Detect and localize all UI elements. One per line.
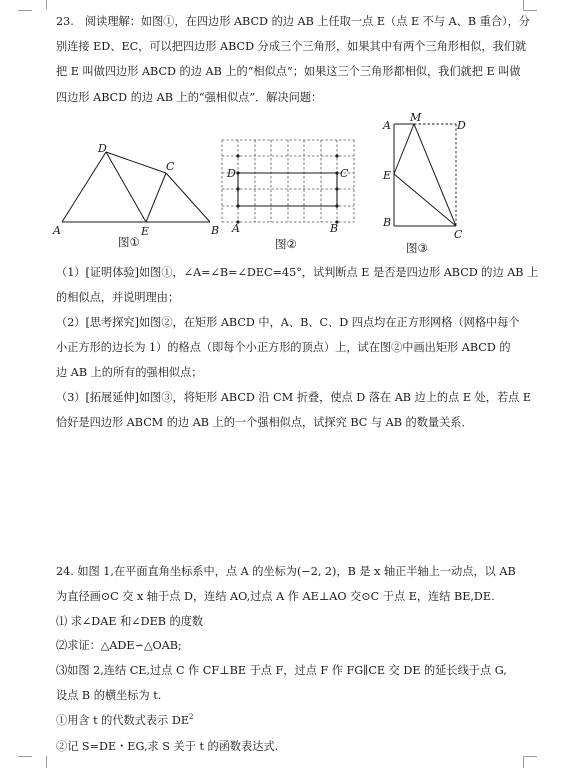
fig1-segment-dc bbox=[106, 152, 166, 173]
figure-3 bbox=[378, 110, 488, 256]
crop-mark-bottom-left-h bbox=[18, 756, 32, 757]
fig1-label-c: C bbox=[166, 160, 175, 173]
q23-part2-line-1: （2）[思考探究]如图②，在矩形 ABCD 中，A、B、C、D 四点均在正方形网格（网格中每个 bbox=[56, 316, 520, 329]
fig3-label-b: B bbox=[383, 216, 392, 229]
crop-mark-top-left-h bbox=[18, 10, 32, 11]
fig3-caption: 图③ bbox=[406, 241, 428, 255]
crop-mark-top-right bbox=[523, 0, 538, 9]
fig1-caption: 图① bbox=[118, 235, 140, 249]
fig3-segment-mc bbox=[414, 124, 456, 226]
q24-line-1: 24. 如图 1,在平面直角坐标系中，点 A 的坐标为(−2, 2)，B 是 x 轴正半轴上一动点，以 AB bbox=[56, 565, 516, 578]
q23-part1-line-1: （1）[证明体验]如图①，∠A=∠B=∠DEC=45°，试判断点 E 是否是四边形 ABCD 的边 AB 上 bbox=[56, 266, 539, 279]
fig2-grid bbox=[222, 140, 354, 222]
fig2-label-d: D bbox=[227, 167, 236, 180]
q23-line-2: 别连接 ED、EC，可以把四边形 ABCD 分成三个三角形，如果其中有两个三角形相似，我们就 bbox=[56, 40, 527, 53]
q24-item-1-text: ①用含 t 的代数式表示 DE bbox=[56, 714, 189, 727]
q24-line-2: 为直径画⊙C 交 x 轴于点 D，连结 AO,过点 A 作 AE⊥AO 交⊙C 于点 E，连结 BE,DE. bbox=[56, 590, 495, 603]
fig1-label-b: B bbox=[211, 224, 220, 237]
crop-mark-bottom-right-h bbox=[523, 756, 537, 757]
q24-sub-3-cont: 设点 B 的横坐标为 t. bbox=[56, 689, 162, 702]
fig3-label-c: C bbox=[454, 228, 463, 241]
fig1-segment-de bbox=[106, 152, 146, 222]
crop-mark-top-right-h bbox=[523, 10, 537, 11]
q23-part3-line-1: （3）[拓展延伸]如图③，将矩形 ABCD 沿 CM 折叠，使点 D 落在 AB 边上的点 E 处，若点 E bbox=[56, 391, 532, 404]
fig2-rectangle-abcd bbox=[238, 173, 337, 206]
crop-mark-bottom-right bbox=[523, 756, 538, 768]
fig1-label-e: E bbox=[141, 225, 150, 238]
fig2-label-b: B bbox=[330, 222, 339, 235]
fig1-label-d: D bbox=[98, 142, 107, 155]
fig1-segment-ec bbox=[146, 173, 166, 222]
q24-sub-1: ⑴ 求∠DAE 和∠DEB 的度数 bbox=[56, 615, 204, 628]
crop-mark-top-left bbox=[32, 0, 47, 9]
fig2-label-c: C bbox=[340, 167, 349, 180]
figure-1 bbox=[50, 140, 230, 260]
q24-sub-3: ⑶如图 2,连结 CE,过点 C 作 CF⊥BE 于点 F，过点 F 作 FG∥CE 交 DE 的延长线于点 G, bbox=[56, 664, 507, 677]
fig1-label-a: A bbox=[53, 224, 61, 237]
fig3-segment-ec bbox=[394, 174, 456, 226]
q23-line-1: 23. 阅读理解：如图①，在四边形 ABCD 的边 AB 上任取一点 E（点 E 不与 A、B 重合），分 bbox=[56, 15, 530, 28]
q23-line-4: 四边形 ABCD 的边 AB 上的“强相似点”．解决问题： bbox=[56, 91, 323, 104]
fig1-segment-cb bbox=[166, 173, 210, 222]
q23-part3-line-2: 恰好是四边形 ABCM 的边 AB 上的一个强相似点，试探究 BC 与 AB 的数量关系． bbox=[56, 416, 473, 429]
figure-2 bbox=[218, 136, 368, 260]
fig3-label-d: D bbox=[457, 119, 466, 132]
fig1-segment-ad bbox=[62, 152, 106, 222]
q24-sub-2: ⑵求证：△ADE∽△OAB; bbox=[56, 639, 182, 652]
q23-line-3: 把 E 叫做四边形 ABCD 的边 AB 上的“相似点”；如果这三个三角形都相似，我们就把 E 叫做 bbox=[56, 65, 521, 78]
fig3-label-m: M bbox=[410, 111, 422, 124]
fig3-label-a: A bbox=[383, 119, 391, 132]
q24-item-1-superscript: 2 bbox=[189, 713, 194, 721]
q24-sub-3-item-2: ②记 S=DE・EG,求 S 关于 t 的函数表达式. bbox=[56, 740, 279, 753]
q23-part2-line-3: 边 AB 上的所有的强相似点； bbox=[56, 366, 203, 379]
fig2-label-a: A bbox=[232, 222, 240, 235]
q23-part2-line-2: 小正方形的边长为 1）的格点（即每个小正方形的顶点）上，试在图②中画出矩形 ABCD 的 bbox=[56, 341, 511, 354]
fig3-segment-me bbox=[394, 124, 414, 174]
crop-mark-bottom-left bbox=[32, 756, 47, 768]
q23-part1-line-2: 的相似点，并说明理由； bbox=[56, 291, 180, 304]
q24-sub-3-item-1 bbox=[56, 714, 556, 728]
fig2-caption: 图② bbox=[275, 237, 297, 251]
fig3-label-e: E bbox=[383, 169, 392, 182]
